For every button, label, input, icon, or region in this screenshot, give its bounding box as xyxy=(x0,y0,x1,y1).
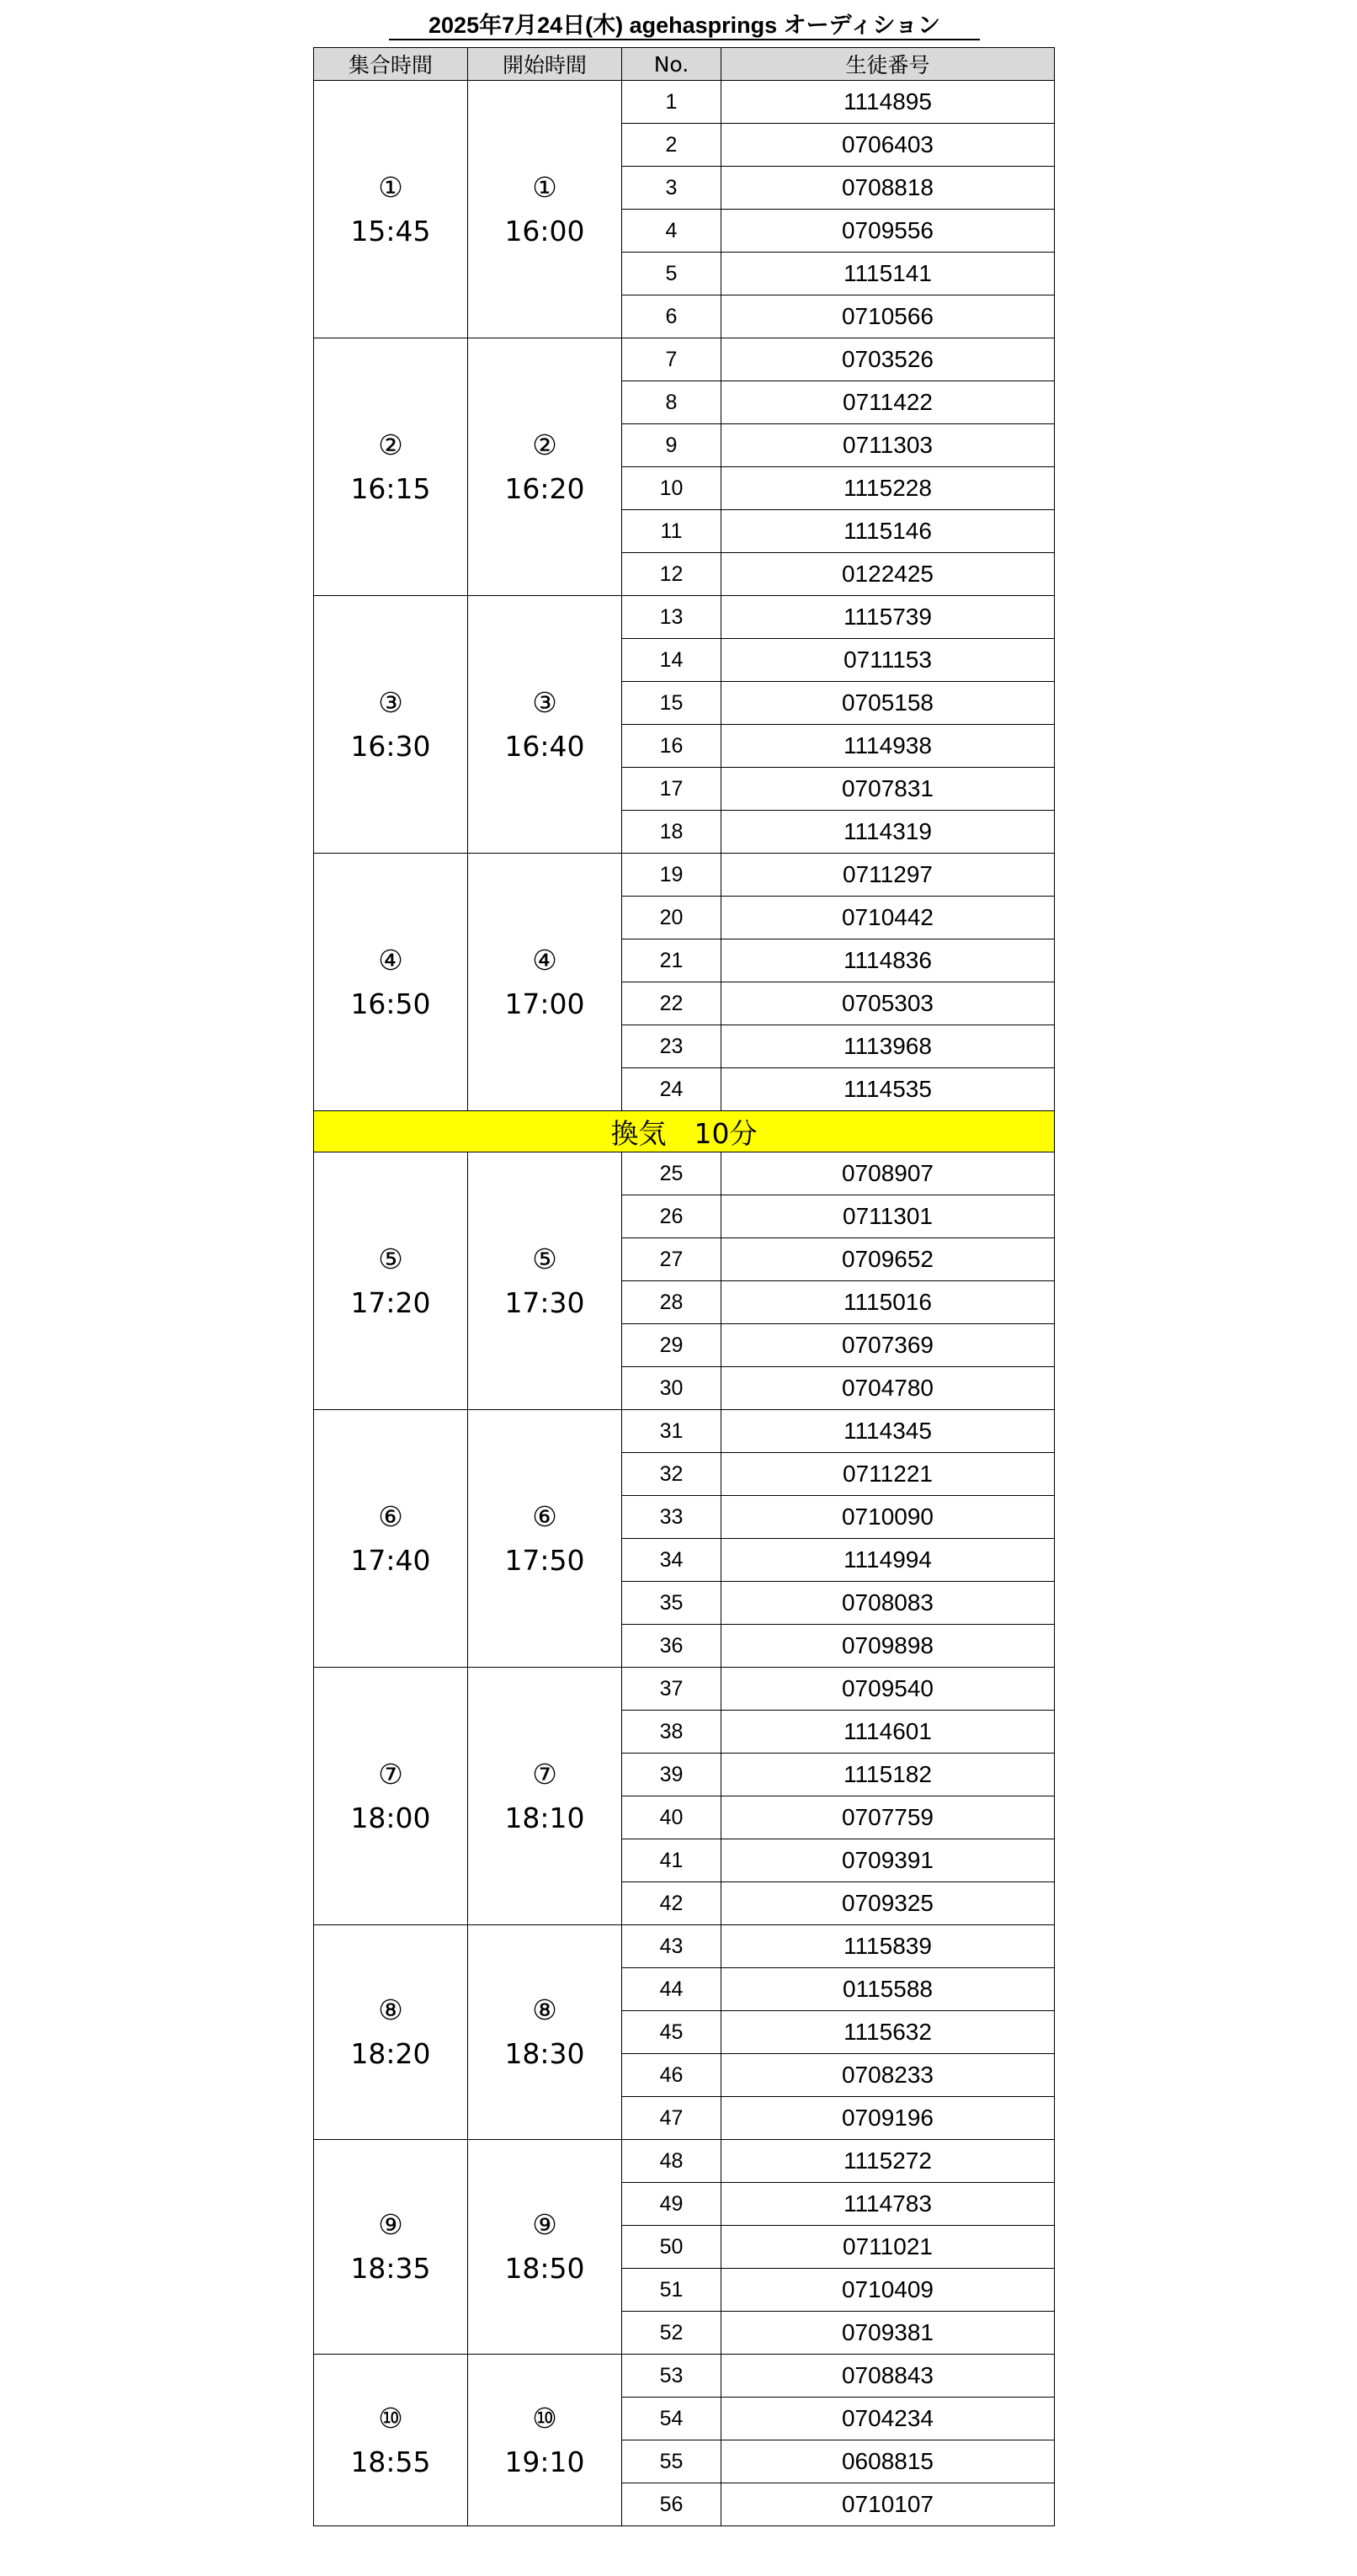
group-number-mark: ④ xyxy=(532,943,557,977)
entry-number: 45 xyxy=(622,2011,721,2054)
table-header-row xyxy=(314,48,1055,81)
start-time: 18:50 xyxy=(504,2252,585,2285)
gather-time: 18:20 xyxy=(350,2037,431,2070)
student-id: 0709652 xyxy=(721,1238,1055,1281)
entry-number: 54 xyxy=(622,2398,721,2440)
entry-number: 52 xyxy=(622,2312,721,2355)
student-id: 0711422 xyxy=(721,381,1055,424)
student-id: 1114836 xyxy=(721,939,1055,982)
student-id: 0711303 xyxy=(721,424,1055,467)
student-id: 1114895 xyxy=(721,81,1055,124)
gather-time-cell xyxy=(314,1410,468,1668)
student-id: 0711021 xyxy=(721,2226,1055,2269)
student-id: 0122425 xyxy=(721,553,1055,596)
start-time: 17:00 xyxy=(504,987,585,1020)
student-id: 1115272 xyxy=(721,2140,1055,2183)
start-time: 17:30 xyxy=(504,1285,585,1319)
entry-number: 27 xyxy=(622,1238,721,1281)
student-id: 0707759 xyxy=(721,1796,1055,1839)
header-start-time: 開始時間 xyxy=(468,48,622,81)
student-id: 1115146 xyxy=(721,510,1055,553)
header-gather-time: 集合時間 xyxy=(314,48,468,81)
group-number-mark: ⑧ xyxy=(378,1993,403,2026)
entry-number: 36 xyxy=(622,1625,721,1668)
entry-number: 4 xyxy=(622,210,721,253)
group-number-mark: ② xyxy=(378,428,403,461)
entry-number: 7 xyxy=(622,338,721,381)
gather-time: 16:15 xyxy=(350,471,431,505)
student-id: 0707831 xyxy=(721,768,1055,811)
table-row xyxy=(314,1152,1055,1195)
student-id: 1114783 xyxy=(721,2183,1055,2226)
entry-number: 43 xyxy=(622,1925,721,1968)
group-number-mark: ⑥ xyxy=(532,1499,557,1533)
student-id: 0703526 xyxy=(721,338,1055,381)
entry-number: 21 xyxy=(622,939,721,982)
start-time-cell xyxy=(468,2140,622,2355)
entry-number: 2 xyxy=(622,124,721,167)
header-student-id: 生徒番号 xyxy=(721,48,1055,81)
entry-number: 48 xyxy=(622,2140,721,2183)
entry-number: 40 xyxy=(622,1796,721,1839)
entry-number: 53 xyxy=(622,2355,721,2398)
student-id: 0709898 xyxy=(721,1625,1055,1668)
student-id: 0708083 xyxy=(721,1582,1055,1625)
gather-time-cell xyxy=(314,2140,468,2355)
gather-time: 16:30 xyxy=(350,729,431,763)
gather-time-cell xyxy=(314,596,468,854)
entry-number: 24 xyxy=(622,1068,721,1111)
entry-number: 42 xyxy=(622,1882,721,1925)
student-id: 0710566 xyxy=(721,295,1055,338)
entry-number: 13 xyxy=(622,596,721,639)
gather-time: 17:40 xyxy=(350,1543,431,1577)
ventilation-break-label: 換気 10分 xyxy=(610,1116,758,1150)
entry-number: 39 xyxy=(622,1754,721,1796)
student-id: 1115632 xyxy=(721,2011,1055,2054)
entry-number: 37 xyxy=(622,1668,721,1711)
entry-number: 6 xyxy=(622,295,721,338)
entry-number: 38 xyxy=(622,1711,721,1754)
entry-number: 14 xyxy=(622,639,721,682)
start-time: 18:10 xyxy=(504,1801,585,1834)
gather-time: 18:35 xyxy=(350,2252,431,2285)
gather-time-cell xyxy=(314,338,468,596)
entry-number: 55 xyxy=(622,2440,721,2483)
entry-number: 30 xyxy=(622,1367,721,1410)
entry-number: 44 xyxy=(622,1968,721,2011)
entry-number: 23 xyxy=(622,1025,721,1068)
entry-number: 12 xyxy=(622,553,721,596)
student-id: 1115182 xyxy=(721,1754,1055,1796)
student-id: 0704234 xyxy=(721,2398,1055,2440)
student-id: 1114319 xyxy=(721,811,1055,854)
entry-number: 15 xyxy=(622,682,721,725)
group-number-mark: ⑩ xyxy=(532,2401,557,2435)
entry-number: 11 xyxy=(622,510,721,553)
group-number-mark: ④ xyxy=(378,943,403,977)
title-underline xyxy=(389,39,980,40)
entry-number: 16 xyxy=(622,725,721,768)
ventilation-break-cell xyxy=(314,1111,1055,1152)
student-id: 0710090 xyxy=(721,1496,1055,1539)
start-time-cell xyxy=(468,854,622,1111)
gather-time-cell xyxy=(314,2355,468,2526)
student-id: 1114994 xyxy=(721,1539,1055,1582)
table-row xyxy=(314,854,1055,897)
student-id: 0707369 xyxy=(721,1324,1055,1367)
gather-time-cell xyxy=(314,81,468,338)
table-row xyxy=(314,1668,1055,1711)
student-id: 0711297 xyxy=(721,854,1055,897)
entry-number: 29 xyxy=(622,1324,721,1367)
student-id: 0709325 xyxy=(721,1882,1055,1925)
entry-number: 34 xyxy=(622,1539,721,1582)
entry-number: 9 xyxy=(622,424,721,467)
student-id: 0710442 xyxy=(721,897,1055,939)
gather-time-cell xyxy=(314,1668,468,1925)
student-id: 0708843 xyxy=(721,2355,1055,2398)
student-id: 1114938 xyxy=(721,725,1055,768)
entry-number: 28 xyxy=(622,1281,721,1324)
entry-number: 50 xyxy=(622,2226,721,2269)
entry-number: 47 xyxy=(622,2097,721,2140)
group-number-mark: ⑩ xyxy=(378,2401,403,2435)
student-id: 1115016 xyxy=(721,1281,1055,1324)
student-id: 0709391 xyxy=(721,1839,1055,1882)
entry-number: 32 xyxy=(622,1453,721,1496)
student-id: 0708818 xyxy=(721,167,1055,210)
student-id: 0706403 xyxy=(721,124,1055,167)
student-id: 1114535 xyxy=(721,1068,1055,1111)
entry-number: 3 xyxy=(622,167,721,210)
entry-number: 20 xyxy=(622,897,721,939)
entry-number: 22 xyxy=(622,982,721,1025)
table-row xyxy=(314,1925,1055,1968)
entry-number: 35 xyxy=(622,1582,721,1625)
page-title: 2025年7月24日(木) agehasprings オーディション xyxy=(428,13,940,38)
student-id: 0711221 xyxy=(721,1453,1055,1496)
group-number-mark: ⑨ xyxy=(378,2208,403,2241)
student-id: 0708907 xyxy=(721,1152,1055,1195)
gather-time-cell xyxy=(314,854,468,1111)
student-id: 0711153 xyxy=(721,639,1055,682)
student-id: 1113968 xyxy=(721,1025,1055,1068)
entry-number: 49 xyxy=(622,2183,721,2226)
table-row xyxy=(314,2140,1055,2183)
gather-time: 16:50 xyxy=(350,987,431,1020)
student-id: 1115228 xyxy=(721,467,1055,510)
table-row xyxy=(314,596,1055,639)
group-number-mark: ⑧ xyxy=(532,1993,557,2026)
gather-time: 17:20 xyxy=(350,1285,431,1319)
student-id: 1114601 xyxy=(721,1711,1055,1754)
gather-time-cell xyxy=(314,1152,468,1410)
schedule-body xyxy=(314,81,1055,2526)
group-number-mark: ③ xyxy=(378,685,403,719)
entry-number: 33 xyxy=(622,1496,721,1539)
entry-number: 51 xyxy=(622,2269,721,2312)
entry-number: 41 xyxy=(622,1839,721,1882)
student-id: 0708233 xyxy=(721,2054,1055,2097)
start-time: 18:30 xyxy=(504,2037,585,2070)
entry-number: 8 xyxy=(622,381,721,424)
start-time-cell xyxy=(468,338,622,596)
entry-number: 56 xyxy=(622,2483,721,2526)
gather-time: 18:55 xyxy=(350,2445,431,2478)
student-id: 1115739 xyxy=(721,596,1055,639)
gather-time: 15:45 xyxy=(350,214,431,247)
table-row xyxy=(314,2355,1055,2398)
student-id: 0709196 xyxy=(721,2097,1055,2140)
entry-number: 25 xyxy=(622,1152,721,1195)
table-row xyxy=(314,1410,1055,1453)
gather-time: 18:00 xyxy=(350,1801,431,1834)
group-number-mark: ① xyxy=(532,170,557,204)
audition-schedule-table xyxy=(313,47,1055,2526)
student-id: 1115839 xyxy=(721,1925,1055,1968)
table-row xyxy=(314,81,1055,124)
entry-number: 46 xyxy=(622,2054,721,2097)
group-number-mark: ⑤ xyxy=(378,1242,403,1275)
start-time: 17:50 xyxy=(504,1543,585,1577)
entry-number: 19 xyxy=(622,854,721,897)
student-id: 0710107 xyxy=(721,2483,1055,2526)
start-time-cell xyxy=(468,1152,622,1410)
group-number-mark: ③ xyxy=(532,685,557,719)
start-time: 16:40 xyxy=(504,729,585,763)
start-time-cell xyxy=(468,1410,622,1668)
header-no: No. xyxy=(622,48,721,81)
student-id: 0711301 xyxy=(721,1195,1055,1238)
student-id: 0709381 xyxy=(721,2312,1055,2355)
start-time-cell xyxy=(468,1925,622,2140)
start-time-cell xyxy=(468,81,622,338)
student-id: 0704780 xyxy=(721,1367,1055,1410)
group-number-mark: ⑦ xyxy=(532,1757,557,1791)
ventilation-break-row xyxy=(314,1111,1055,1152)
start-time-cell xyxy=(468,596,622,854)
student-id: 0705303 xyxy=(721,982,1055,1025)
entry-number: 10 xyxy=(622,467,721,510)
student-id: 0709556 xyxy=(721,210,1055,253)
start-time: 19:10 xyxy=(504,2445,585,2478)
gather-time-cell xyxy=(314,1925,468,2140)
student-id: 0705158 xyxy=(721,682,1055,725)
entry-number: 5 xyxy=(622,253,721,295)
start-time: 16:00 xyxy=(504,214,585,247)
table-row xyxy=(314,338,1055,381)
group-number-mark: ⑥ xyxy=(378,1499,403,1533)
entry-number: 17 xyxy=(622,768,721,811)
entry-number: 31 xyxy=(622,1410,721,1453)
group-number-mark: ② xyxy=(532,428,557,461)
student-id: 0709540 xyxy=(721,1668,1055,1711)
student-id: 1115141 xyxy=(721,253,1055,295)
group-number-mark: ⑦ xyxy=(378,1757,403,1791)
group-number-mark: ① xyxy=(378,170,403,204)
group-number-mark: ⑨ xyxy=(532,2208,557,2241)
student-id: 0710409 xyxy=(721,2269,1055,2312)
student-id: 0608815 xyxy=(721,2440,1055,2483)
student-id: 0115588 xyxy=(721,1968,1055,2011)
start-time-cell xyxy=(468,2355,622,2526)
entry-number: 18 xyxy=(622,811,721,854)
start-time-cell xyxy=(468,1668,622,1925)
entry-number: 1 xyxy=(622,81,721,124)
start-time: 16:20 xyxy=(504,471,585,505)
group-number-mark: ⑤ xyxy=(532,1242,557,1275)
student-id: 1114345 xyxy=(721,1410,1055,1453)
entry-number: 26 xyxy=(622,1195,721,1238)
